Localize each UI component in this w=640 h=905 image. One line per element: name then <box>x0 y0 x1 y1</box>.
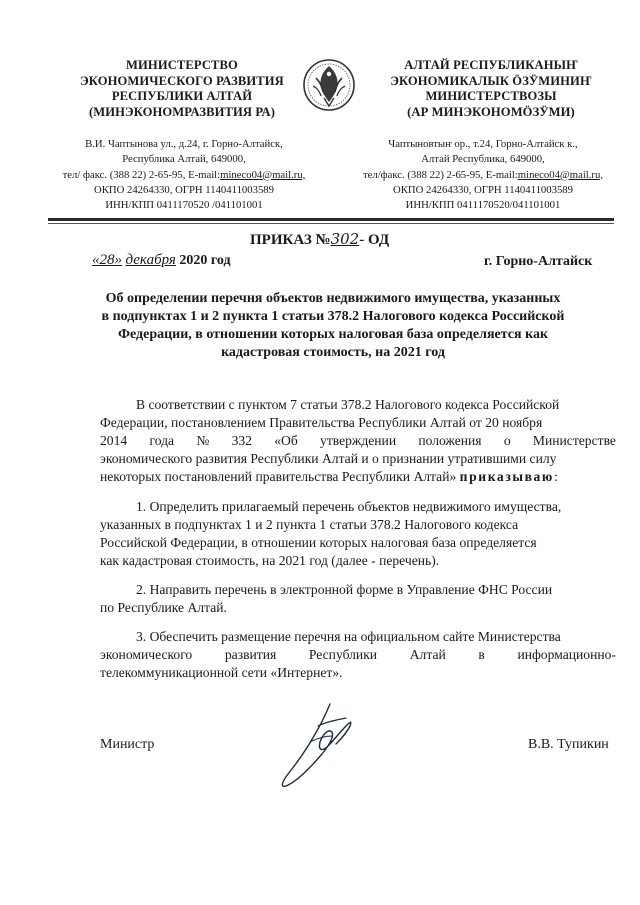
address-line: ОКПО 24264330, ОГРН 1140411003589 <box>94 183 274 196</box>
text-line: 2. Направить перечень в электронной форме в Управление ФНС России <box>136 582 553 597</box>
signatory-name: В.В. Тупикин <box>528 737 609 752</box>
signatory-position: Министр <box>100 737 155 752</box>
header-line: (АР МИНЭКОНОМӦЗӰМИ) <box>407 104 575 119</box>
header-divider <box>48 218 614 221</box>
text-line: 1. Определить прилагаемый перечень объектов недвижимого имущества, <box>136 499 562 514</box>
text-line-justified: экономического развития Республики Алтай в информационно- <box>100 647 616 662</box>
order-suffix: - ОД <box>359 232 390 248</box>
order-city: г. Горно-Алтайск <box>484 254 593 269</box>
header-line: ЭКОНОМИКАЛЫК ӦЗӰМИНИҤ <box>390 73 592 88</box>
preamble-paragraph <box>100 396 616 486</box>
date-year: 2020 год <box>179 253 231 268</box>
address-line: Республика Алтай, 649000, <box>122 153 246 166</box>
text-line: как кадастровая стоимость, на 2021 год (далее - перечень). <box>100 553 440 568</box>
header-line: МИНИСТЕРСТВОЗЫ <box>425 89 557 103</box>
address-altai <box>343 137 623 213</box>
text-line: некоторых постановлений правительства Республики Алтай» приказываю: <box>100 469 558 484</box>
address-line: В.И. Чаптынова ул., д.24, г. Горно-Алтайск, <box>85 138 283 150</box>
header-line: РЕСПУБЛИКИ АЛТАЙ <box>111 89 253 103</box>
address-line: тел/факс. (388 22) 2-65-95, E-mail:mineco04@mail.ru, <box>362 168 604 181</box>
order-heading <box>250 230 389 249</box>
command-word: приказываю <box>459 469 554 484</box>
text-line-justified: 2014 года № 332 «Об утверждении положения о Министерстве <box>100 433 616 448</box>
address-line: Алтай Республика, 649000, <box>421 153 545 166</box>
text-line: В соответствии с пунктом 7 статьи 378.2 Налогового кодекса Российской <box>136 397 560 412</box>
title-line: Об определении перечня объектов недвижимого имущества, указанных <box>105 291 561 306</box>
handwritten-signature <box>270 696 380 796</box>
header-divider-thin <box>48 223 614 224</box>
coat-of-arms-emblem <box>302 54 356 116</box>
address-line: ИНН/КПП 0411170520 /041101001 <box>105 199 263 212</box>
order-item-3 <box>100 628 616 682</box>
address-line: тел/ факс. (388 22) 2-65-95, E-mail:mineco04@mail.ru, <box>62 168 306 181</box>
header-line: АЛТАЙ РЕСПУБЛИКАНЫҤ <box>404 58 578 72</box>
order-number: 302 <box>330 230 360 248</box>
title-line: кадастровая стоимость, на 2021 год <box>221 345 445 360</box>
address-line: ИНН/КПП 0411170520/041101001 <box>405 199 561 212</box>
address-russian <box>24 137 344 213</box>
order-label: ПРИКАЗ № <box>250 232 331 248</box>
document-title <box>96 290 570 362</box>
text-line: Федерации, постановлением Правительства Республики Алтай от 20 ноября <box>100 415 543 430</box>
email-link[interactable]: mineco04@mail.ru, <box>220 168 306 181</box>
text-line: Российской Федерации, в отношении которых налоговая база определяется <box>100 535 537 550</box>
order-date <box>92 252 231 269</box>
date-day: «28» <box>92 252 122 268</box>
ministry-name-russian <box>52 58 312 120</box>
text-line: 3. Обеспечить размещение перечня на официальном сайте Министерства <box>136 629 561 644</box>
address-line: ОКПО 24264330, ОГРН 1140411003589 <box>393 183 573 196</box>
header-line: ЭКОНОМИЧЕСКОГО РАЗВИТИЯ <box>80 73 284 88</box>
header-line: (МИНЭКОНОМРАЗВИТИЯ РА) <box>88 104 276 119</box>
text-line: указанных в подпунктах 1 и 2 пункта 1 статьи 378.2 Налогового кодекса <box>100 517 519 532</box>
text-line: телекоммуникационной сети «Интернет». <box>100 665 343 680</box>
title-line: в подпунктах 1 и 2 пункта 1 статьи 378.2 Налогового кодекса Российской <box>101 309 565 324</box>
order-item-2 <box>100 581 616 617</box>
email-link[interactable]: mineco04@mail.ru, <box>517 168 604 181</box>
header-line: МИНИСТЕРСТВО <box>126 58 238 72</box>
date-month: декабря <box>125 252 176 268</box>
ministry-name-altai <box>368 58 614 120</box>
title-line: Федерации, в отношении которых налоговая база определяется как <box>117 327 549 342</box>
address-line: Чаптыновтыҥ ор., т.24, Горно-Алтайск к., <box>388 138 578 150</box>
text-line: экономического развития Республики Алтай и о признании утратившими силу <box>100 451 557 466</box>
text-line: по Республике Алтай. <box>100 600 227 615</box>
order-item-1 <box>100 498 616 570</box>
